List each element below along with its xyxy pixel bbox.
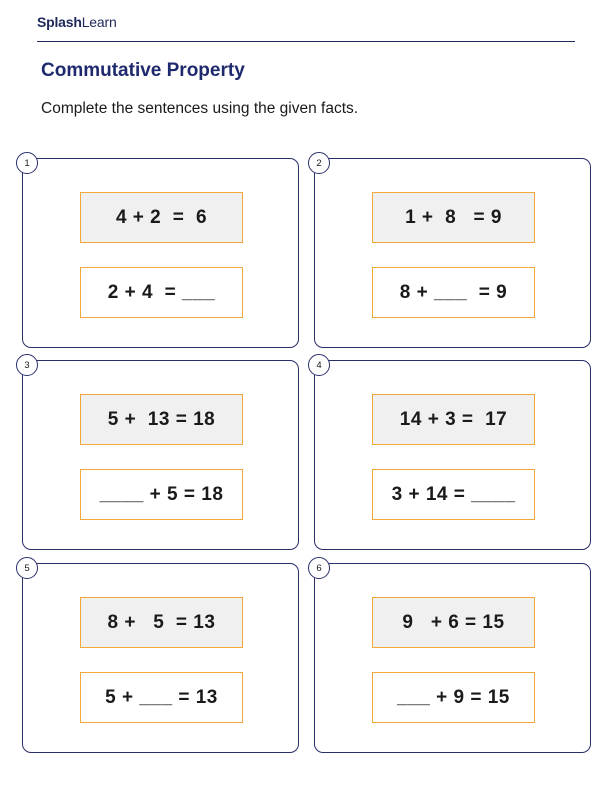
given-fact-equation: 1 + 8 = 9: [405, 206, 502, 228]
header-divider: [37, 41, 575, 42]
worksheet-title: Commutative Property: [41, 60, 245, 81]
problem-card-1: [22, 158, 299, 348]
problem-card-6: [314, 563, 591, 753]
answer-sentence-equation: 8 + ___ = 9: [399, 281, 508, 303]
logo-text-bold: Splash: [37, 14, 82, 30]
given-fact-box: [372, 394, 535, 445]
problem-number-badge: 5: [16, 557, 38, 579]
worksheet-instructions: Complete the sentences using the given facts.: [41, 100, 359, 117]
logo-text-light: Learn: [81, 14, 117, 30]
answer-sentence-equation: ____ + 5 = 18: [99, 483, 224, 505]
answer-sentence-box[interactable]: [372, 267, 535, 318]
answer-sentence-box[interactable]: [80, 267, 243, 318]
answer-sentence-box[interactable]: [80, 469, 243, 520]
given-fact-equation: 5 + 13 = 18: [107, 408, 216, 430]
answer-sentence-equation: 3 + 14 = ____: [391, 483, 516, 505]
given-fact-equation: 14 + 3 = 17: [399, 408, 508, 430]
splashlearn-logo: [37, 14, 117, 30]
answer-sentence-equation: 5 + ___ = 13: [105, 686, 218, 708]
given-fact-box: [80, 394, 243, 445]
problem-card-2: [314, 158, 591, 348]
answer-sentence-equation: 2 + 4 = ___: [107, 281, 216, 303]
answer-sentence-box[interactable]: [372, 469, 535, 520]
given-fact-equation: 4 + 2 = 6: [115, 206, 208, 228]
problem-card-5: [22, 563, 299, 753]
problem-card-3: [22, 360, 299, 550]
given-fact-equation: 9 + 6 = 15: [402, 611, 505, 633]
answer-sentence-equation: ___ + 9 = 15: [397, 686, 510, 708]
given-fact-box: [372, 192, 535, 243]
answer-sentence-box[interactable]: [372, 672, 535, 723]
answer-sentence-box[interactable]: [80, 672, 243, 723]
given-fact-box: [372, 597, 535, 648]
problem-number-badge: 1: [16, 152, 38, 174]
problem-card-4: [314, 360, 591, 550]
given-fact-equation: 8 + 5 = 13: [107, 611, 216, 633]
problem-number-badge: 3: [16, 354, 38, 376]
given-fact-box: [80, 597, 243, 648]
given-fact-box: [80, 192, 243, 243]
problem-number-badge: 4: [308, 354, 330, 376]
problem-number-badge: 6: [308, 557, 330, 579]
problem-number-badge: 2: [308, 152, 330, 174]
